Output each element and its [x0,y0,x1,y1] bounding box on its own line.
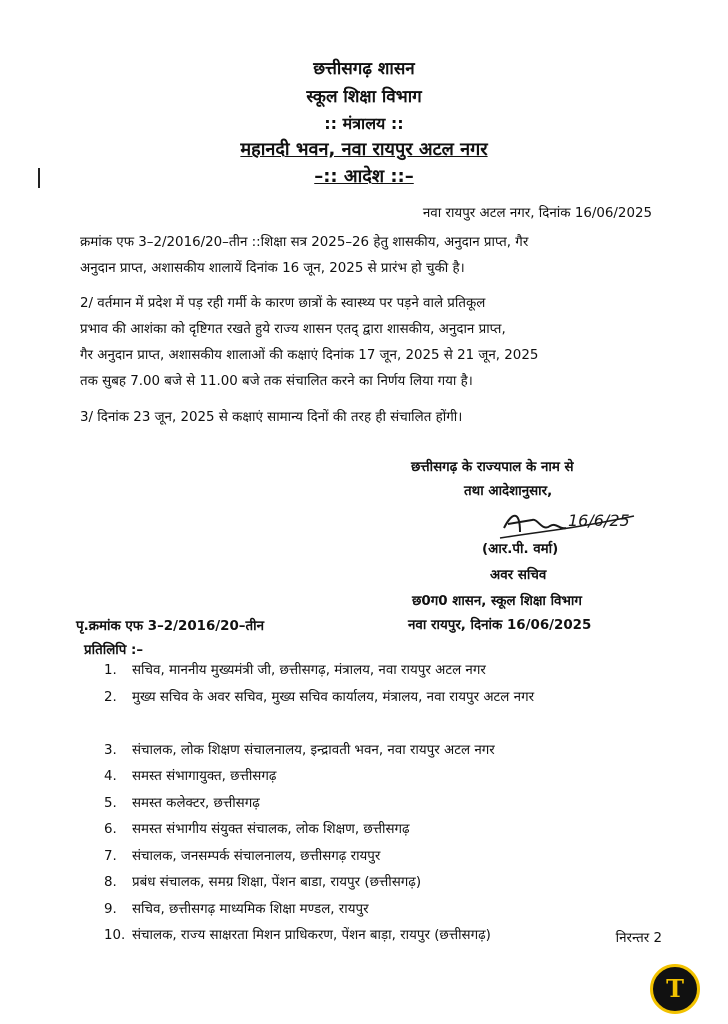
para1-line1: क्रमांक एफ 3–2/2016/20–तीन ::शिक्षा सत्र 2025–26 हेतु शासकीय, अनुदान प्राप्त, गैर [80,235,529,250]
watermark-logo [650,964,700,1014]
para2-line3: गैर अनुदान प्राप्त, अशासकीय शालाओं की कक्षाएं दिनांक 17 जून, 2025 से 21 जून, 2025 [80,348,539,363]
para2-line1: 2/ वर्तमान में प्रदेश में पड़ रही गर्मी के कारण छात्रों के स्वास्थ्य पर पड़ने वाले प्रतिकूल [80,296,486,311]
list-item: 5. समस्त कलेक्टर, छत्तीसगढ़ [104,795,260,811]
margin-mark [38,168,40,188]
svg-text:16/6/25: 16/6/25 [568,511,630,530]
copy-recipient-list [104,658,704,950]
list-item: 6. समस्त संभागीय संयुक्त संचालक, लोक शिक्षण, छत्तीसगढ़ [104,822,410,837]
signatory-line2: तथा आदेशानुसार, [464,484,553,499]
office-address: महानदी भवन, नवा रायपुर अटल नगर [240,139,488,160]
order-place-date: नवा रायपुर अटल नगर, दिनांक 16/06/2025 [422,206,652,221]
signatory-name: (आर.पी. वर्मा) [482,542,559,557]
list-item: 10. संचालक, राज्य साक्षरता मिशन प्राधिकरण, पेंशन बाड़ा, रायपुर (छत्तीसगढ़) [104,928,491,943]
signatory-line1: छत्तीसगढ़ के राज्यपाल के नाम से [411,460,574,475]
para1-line2: अनुदान प्राप्त, अशासकीय शालायें दिनांक 16 जून, 2025 से प्रारंभ हो चुकी है। [80,261,465,276]
para2-line2: प्रभाव की आशंका को दृष्टिगत रखते हुये राज्य शासन एतद् द्वारा शासकीय, अनुदान प्राप्त, [80,322,506,337]
list-item: 7. संचालक, जनसम्पर्क संचालनालय, छत्तीसगढ़ रायपुर [104,848,381,864]
govt-name: छत्तीसगढ़ शासन [313,59,415,79]
logo-letter: T [666,974,684,1003]
department-name: स्कूल शिक्षा विभाग [306,87,422,107]
order-title: –:: आदेश ::– [314,166,414,187]
signatory-designation: अवर सचिव [490,568,547,583]
list-item: 8. प्रबंध संचालक, समग्र शिक्षा, पेंशन बाडा, रायपुर (छत्तीसगढ़) [104,875,422,890]
signatory-department: छ0ग0 शासन, स्कूल शिक्षा विभाग [412,594,582,609]
copy-label: प्रतिलिपि :– [84,643,144,658]
list-item: 9. सचिव, छत्तीसगढ़ माध्यमिक शिक्षा मण्डल, रायपुर [104,901,369,917]
continued-note: निरन्तर 2 [615,931,662,946]
para2-line4: तक सुबह 7.00 बजे से 11.00 बजे तक संचालित करने का निर्णय लिया गया है। [80,374,473,389]
ministry-label: :: मंत्रालय :: [324,114,404,133]
list-item: 3. संचालक, लोक शिक्षण संचालनालय, इन्द्रावती भवन, नवा रायपुर अटल नगर [104,742,495,758]
list-item: 2. मुख्य सचिव के अवर सचिव, मुख्य सचिव कार्यालय, मंत्रालय, नवा रायपुर अटल नगर [104,689,535,705]
para3: 3/ दिनांक 23 जून, 2025 से कक्षाएं सामान्य दिनों की तरह ही संचालित होंगी। [80,410,463,425]
copy-reference: पृ.क्रमांक एफ 3–2/2016/20–तीन [76,619,265,634]
signatory-place-date: नवा रायपुर, दिनांक 16/06/2025 [408,618,592,633]
list-item: 4. समस्त संभागायुक्त, छत्तीसगढ़ [104,769,277,784]
list-item: 1. सचिव, माननीय मुख्यमंत्री जी, छत्तीसगढ़, मंत्रालय, नवा रायपुर अटल नगर [104,663,486,678]
